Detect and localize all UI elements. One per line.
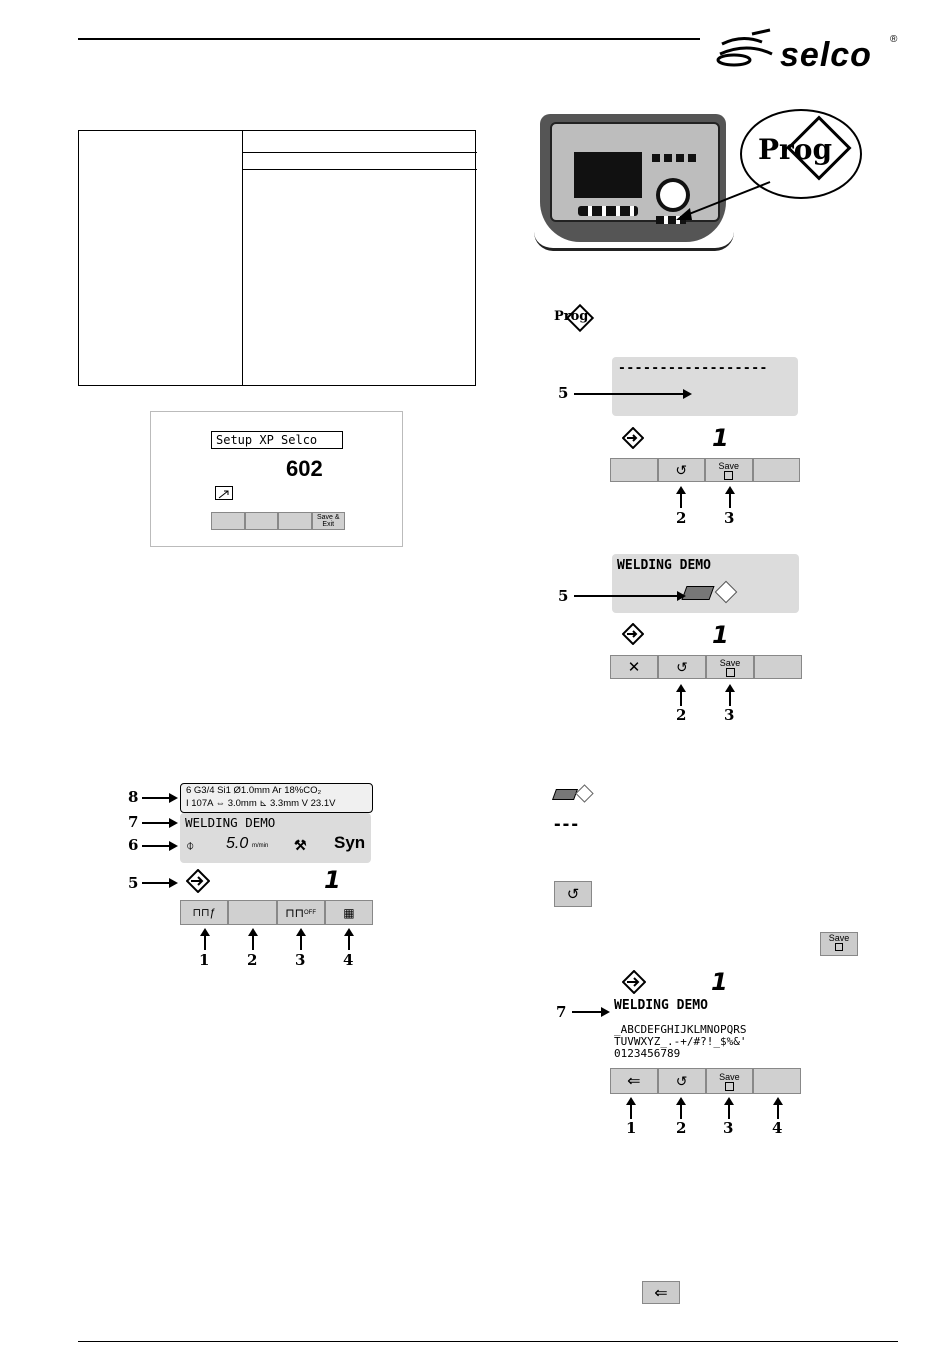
edit-charset-line2: TUVWXYZ_.-+/#?!_$%&' [614,1035,747,1048]
main-arrow-6 [142,845,170,847]
screen-b-recall-icon [622,623,644,645]
main-label-5: 5 [128,874,139,892]
setup-value: 602 [286,456,323,481]
main-bottom-1: 1 [199,951,210,969]
main-info-box [180,783,373,813]
edit-bottom-2: 2 [676,1119,687,1137]
screen-a-save-button[interactable] [705,458,753,482]
main-label-8: 8 [128,788,139,806]
prog-callout-label: Prog [758,133,833,166]
waveform-icon: ⊓⊓ƒ [192,907,216,919]
screen-a-label-5: 5 [558,384,569,402]
main-arrow-4 [348,934,350,950]
edit-arrow-1 [630,1103,632,1119]
setup-button-2[interactable] [245,512,279,530]
setup-button-3[interactable] [278,512,312,530]
header-rule [78,38,700,40]
wire-feed-icon: ⌽ [186,837,195,853]
edit-recall-icon [622,970,646,994]
floppy-icon [726,668,735,677]
main-menu-button[interactable] [325,900,373,925]
main-off-label: OFF [303,909,316,916]
screen-a-program-number: 1 [712,424,729,452]
edit-icon [215,486,233,500]
pulse-icon: ⊓⊓ [285,905,304,920]
main-arrow-5 [142,882,170,884]
main-arrow-7 [142,822,170,824]
memory-recall-icon [715,581,738,604]
screen-b-program-number: 1 [712,621,729,649]
main-label-7: 7 [128,813,139,831]
undo-icon: ↺ [676,658,688,675]
edit-arrow-2 [680,1103,682,1119]
edit-button-bar [610,1068,801,1094]
screen-b-name: WELDING DEMO [617,558,711,573]
edit-save-button[interactable] [706,1068,754,1094]
edit-undo-button[interactable] [658,1068,706,1094]
main-bottom-3: 3 [295,951,306,969]
selco-logo [712,24,902,74]
legend-back-icon: ⇐ [642,1281,680,1304]
save-exit-button[interactable]: Save & Exit [312,512,346,530]
screen-a-recall-icon [622,427,642,447]
screen-a-button-4[interactable] [753,458,801,482]
memory-chip-icon [681,586,714,600]
main-arrow-1 [204,934,206,950]
prog-inline-icon [554,306,594,332]
main-arrow-8 [142,797,170,799]
edit-arrow-3 [728,1103,730,1119]
legend-save-icon [820,932,858,956]
main-arrow-2 [252,934,254,950]
main-program-number: 1 [324,866,341,894]
screen-b-tools-button[interactable] [610,655,658,679]
tools-icon: ✕ [627,659,641,676]
screen-a-arrow-5 [574,393,684,395]
edit-bottom-4: 4 [772,1119,783,1137]
main-syn: Syn [334,833,366,852]
main-recall-icon [186,869,208,891]
setup-screen [150,411,403,547]
screen-b-save-button[interactable] [706,655,754,679]
edit-charset-line3: 0123456789 [614,1047,681,1060]
floppy-icon [835,943,843,951]
screen-b-button-4[interactable] [754,655,802,679]
legend-save-label: Save [828,933,850,943]
screen-b-label-2: 2 [676,706,687,724]
brand-name: selco [780,36,872,74]
main-bottom-2: 2 [247,951,258,969]
panel-display [574,152,642,198]
screen-a-button-bar [610,458,800,482]
main-arrow-3 [300,934,302,950]
edit-button-4[interactable] [753,1068,801,1094]
screen-a-undo-button[interactable] [658,458,706,482]
main-pulse-button[interactable] [277,900,325,925]
main-button-bar [180,900,373,925]
prog-inline-label: Prog [554,309,589,324]
undo-icon: ↺ [675,461,688,478]
screen-b-display [612,554,799,613]
floppy-icon [724,471,733,480]
screen-a-dashes: ------------------ [618,361,768,376]
screen-b-undo-button[interactable] [658,655,706,679]
registered-mark: ® [890,34,898,45]
setup-button-1[interactable] [211,512,245,530]
screen-a-display [612,357,798,416]
main-bottom-4: 4 [343,951,354,969]
screen-a-button-1[interactable] [610,458,658,482]
legend-undo-icon: ↺ [554,881,592,907]
main-lcd [180,813,371,863]
main-label-6: 6 [128,836,139,854]
edit-arrow-4 [777,1103,779,1119]
setup-title: Setup XP Selco [211,431,343,449]
screen-b-arrow-5 [574,595,678,597]
main-wire-unit: m/min [252,843,269,849]
main-name: WELDING DEMO [185,815,276,830]
arrow-left-icon: ⇐ [627,1073,641,1090]
main-button-2[interactable] [228,900,276,925]
edit-label-7: 7 [556,1003,567,1021]
edit-program-number: 1 [711,968,728,996]
main-info-line2: I 107A ⇔ 3.0mm ⊾ 3.3mm V 23.1V [186,798,336,809]
screen-a-label-3: 3 [724,509,735,527]
info-table [78,130,476,386]
screen-b-label-5: 5 [558,587,569,605]
screen-a-arrow-3 [729,492,731,508]
screen-b-arrow-3 [729,690,731,706]
edit-bottom-3: 3 [723,1119,734,1137]
edit-save-label: Save [719,1071,740,1082]
footer-rule [78,1341,898,1342]
undo-icon: ↺ [675,1072,688,1089]
edit-bottom-1: 1 [626,1119,637,1137]
screen-b-save-label: Save [719,657,741,668]
menu-grid-icon: ▦ [343,905,355,920]
main-info-line1: 6 G3/4 Si1 Ø1.0mm Ar 18%CO₂ [186,785,322,796]
torch-icon: ⚒ [294,837,307,853]
edit-back-button[interactable] [610,1068,658,1094]
main-wire-speed: 5.0 [226,835,249,852]
main-mode-button[interactable] [180,900,228,925]
screen-a-arrow-2 [680,492,682,508]
screen-a-label-2: 2 [676,509,687,527]
screen-b-label-3: 3 [724,706,735,724]
edit-charset-line1: _ABCDEFGHIJKLMNOPQRS [614,1023,747,1036]
legend-dashes: --- [554,813,580,835]
screen-a-save-label: Save [718,460,739,471]
edit-arrow-7 [572,1011,602,1013]
screen-b-button-bar [610,655,802,679]
edit-name: WELDING DEMO [614,998,708,1013]
setup-button-bar [211,512,345,530]
legend-memory-icon [554,783,594,803]
floppy-icon [725,1082,734,1091]
panel-bottom-curve [534,232,734,251]
screen-b-arrow-2 [680,690,682,706]
callout-arrow [670,170,780,230]
